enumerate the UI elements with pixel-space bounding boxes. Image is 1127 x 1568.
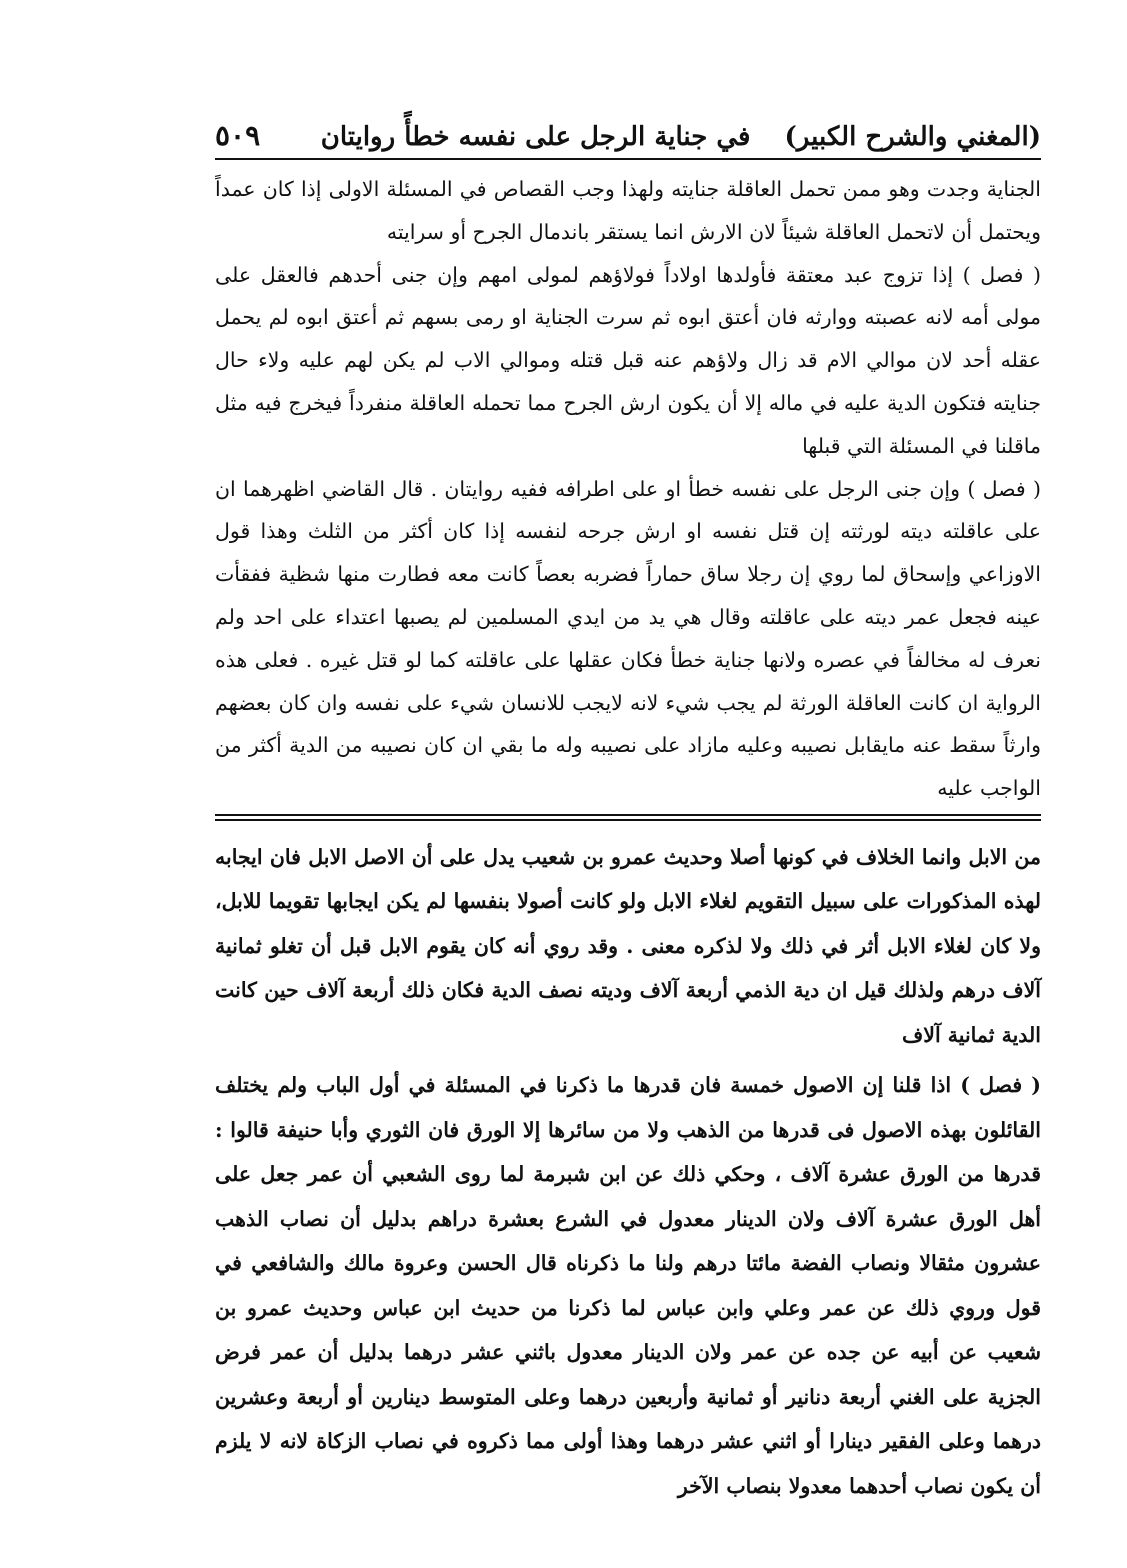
header-titles: [321, 122, 1041, 152]
section-divider: [215, 814, 1041, 821]
section-title: في جناية الرجل على نفسه خطأً روايتان: [320, 122, 751, 152]
page: [215, 102, 1041, 1508]
main-paragraph-2: ( فصل ) إذا تزوج عبد معتقة فأولدها اولاداً فولاؤهم لمولى امهم وإن جنى أحدهم فالعقل على مولى أمه لانه عصبته ووارثه فان أعتق ابوه ثم سرت الجناية او رمى بسهم ثم أعتق ابوه لم يحمل عقله أحد لان موالي الام قد زال ولاؤهم عنه قبل قتله وموالي الاب لم يكن لهم عليه ولاء حال جنايته فتكون الدية عليه في ماله إلا أن يكون ارش الجرح مما تحمله العاقلة منفرداً فيخرج فيه مثل ماقلنا في المسئلة التي قبلها: [215, 262, 1041, 458]
commentary-paragraph-1: من الابل وانما الخلاف في كونها أصلا وحديث عمرو بن شعيب يدل على أن الاصل الابل فان ايجابه لهذه المذكورات على سبيل التقويم لغلاء الابل ولو كانت أصولا بنفسها لم يكن ايجابها تقويما للابل، ولا كان لغلاء الابل أثر في ذلك ولا لذكره معنى . وقد روي أنه كان يقوم الابل قبل أن تغلو ثمانية آلاف درهم ولذلك قيل ان دية الذمي أربعة آلاف وديته نصف الدية فكان ذلك أربعة آلاف حين كانت الدية ثمانية آلاف: [215, 844, 1041, 1047]
main-paragraph-1: الجناية وجدت وهو ممن تحمل العاقلة جنايته ولهذا وجب القصاص في المسئلة الاولى إذا كان عمداً ويحتمل أن لاتحمل العاقلة شيئاً لان الارش انما يستقر باندمال الجرح أو سرايته: [215, 177, 1041, 244]
running-header: [215, 102, 1041, 158]
commentary-text: [215, 835, 1041, 1509]
page-number: ٥٠٩: [215, 119, 261, 152]
commentary-paragraph-2: ( فصل ) اذا قلنا إن الاصول خمسة فان قدرها ما ذكرنا في المسئلة في أول الباب ولم يختلف القائلون بهذه الاصول فى قدرها من الذهب ولا من سائرها إلا الورق فان الثوري وأبا حنيفة قالوا : قدرها من الورق عشرة آلاف ، وحكي ذلك عن ابن شبرمة لما روى الشعبي أن عمر جعل على أهل الورق عشرة آلاف ولان الدينار معدول في الشرع بعشرة دراهم بدليل أن نصاب الذهب عشرون مثقالا ونصاب الفضة مائتا درهم ولنا ما ذكرناه قال الحسن وعروة مالك والشافعي في قول وروي ذلك عن عمر وعلي وابن عباس لما ذكرنا من حديث ابن عباس وحديث عمرو بن شعيب عن أبيه عن جده عن عمر ولان الدينار معدول باثني عشر درهما بدليل أن عمر فرض الجزية على الغني أربعة دنانير أو ثمانية وأربعين درهما وعلى المتوسط دينارين أو أربعة وعشرين درهما وعلى الفقير دينارا أو اثني عشر درهما وهذا أولى مما ذكروه في نصاب الزكاة لانه لا يلزم أن يكون نصاب أحدهما معدولا بنصاب الآخر: [215, 1073, 1041, 1498]
main-text: [215, 168, 1041, 810]
book-title: (المغني والشرح الكبير): [784, 122, 1041, 152]
main-paragraph-3: ( فصل ) وإن جنى الرجل على نفسه خطأ او على اطرافه ففيه روايتان . قال القاضي اظهرهما ان على عاقلته ديته لورثته إن قتل نفسه او ارش جرحه لنفسه إذا كان أكثر من الثلث وهذا قول الاوزاعي وإسحاق لما روي إن رجلا ساق حماراً فضربه بعصاً كانت معه فطارت منها شظية ففقأت عينه فجعل عمر ديته على عاقلته وقال هي يد من ايدي المسلمين لم يصبها اعتداء على احد ولم نعرف له مخالفاً في عصره ولانها جناية خطأ فكان عقلها على عاقلته كما لو قتل غيره . فعلى هذه الرواية ان كانت العاقلة الورثة لم يجب شيء لانه لايجب للانسان شيء على نفسه وان كان بعضهم وارثاً سقط عنه مايقابل نصيبه وعليه مازاد على نصيبه وله ما بقي ان كان نصيبه من الدية أكثر من الواجب عليه: [215, 476, 1041, 801]
header-rule: [215, 158, 1041, 160]
